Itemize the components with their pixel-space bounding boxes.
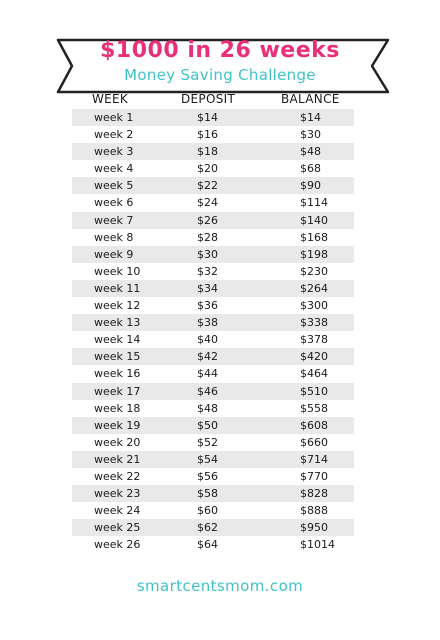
table-row [72,331,354,348]
table-row [72,229,354,246]
balance-cell: $48 [300,145,321,159]
balance-cell: $510 [300,384,328,398]
deposit-cell: $62 [197,521,218,535]
table-row [72,109,354,126]
balance-cell: $660 [300,435,328,449]
table-row [72,160,354,177]
deposit-cell: $32 [197,264,218,278]
week-cell: week 22 [94,469,141,483]
week-cell: week 16 [94,367,141,381]
week-cell: week 4 [94,162,134,176]
table-row [72,485,354,502]
table-header [0,92,440,110]
table-row [72,536,354,553]
table-row [72,434,354,451]
week-cell: week 15 [94,350,141,364]
table-row [72,212,354,229]
week-cell: week 7 [94,213,134,227]
deposit-cell: $48 [197,401,218,415]
balance-cell: $230 [300,264,328,278]
deposit-cell: $40 [197,333,218,347]
deposit-cell: $44 [197,367,218,381]
table-row [72,417,354,434]
balance-cell: $338 [300,316,328,330]
week-cell: week 14 [94,333,141,347]
deposit-cell: $36 [197,299,218,313]
column-header-deposit: DEPOSIT [181,92,236,106]
table-row [72,519,354,536]
table-row [72,383,354,400]
table-row [72,280,354,297]
title-banner [0,0,440,100]
deposit-cell: $54 [197,452,218,466]
column-header-balance: BALANCE [281,92,340,106]
balance-cell: $198 [300,247,328,261]
week-cell: week 12 [94,299,141,313]
week-cell: week 18 [94,401,141,415]
week-cell: week 9 [94,247,134,261]
week-cell: week 6 [94,196,134,210]
deposit-cell: $24 [197,196,218,210]
deposit-cell: $64 [197,538,218,552]
balance-cell: $30 [300,128,321,142]
deposit-cell: $60 [197,504,218,518]
balance-cell: $950 [300,521,328,535]
balance-cell: $300 [300,299,328,313]
table-row [72,246,354,263]
table-row [72,177,354,194]
week-cell: week 5 [94,179,134,193]
week-cell: week 3 [94,145,134,159]
balance-cell: $464 [300,367,328,381]
balance-cell: $378 [300,333,328,347]
week-cell: week 26 [94,538,141,552]
balance-cell: $14 [300,111,321,124]
deposit-cell: $20 [197,162,218,176]
table-row [72,365,354,382]
balance-cell: $90 [300,179,321,193]
week-cell: week 24 [94,504,141,518]
balance-cell: $608 [300,418,328,432]
balance-cell: $558 [300,401,328,415]
footer-site: smartcentsmom.com [136,577,304,595]
week-cell: week 2 [94,128,134,142]
balance-cell: $264 [300,281,328,295]
week-cell: week 11 [94,281,141,295]
balance-cell: $714 [300,452,328,466]
deposit-cell: $56 [197,469,218,483]
table-row [72,194,354,211]
week-cell: week 1 [94,111,134,124]
balance-cell: $420 [300,350,328,364]
balance-cell: $114 [300,196,328,210]
page-subtitle: Money Saving Challenge [124,66,316,84]
table-row [72,263,354,280]
table-row [72,400,354,417]
deposit-cell: $38 [197,316,218,330]
week-cell: week 23 [94,487,141,501]
week-cell: week 25 [94,521,141,535]
deposit-cell: $50 [197,418,218,432]
balance-cell: $888 [300,504,328,518]
deposit-cell: $42 [197,350,218,364]
table-row [72,297,354,314]
table-row [72,314,354,331]
week-cell: week 8 [94,230,134,244]
balance-cell: $68 [300,162,321,176]
table-row [72,143,354,160]
deposit-cell: $22 [197,179,218,193]
balance-cell: $770 [300,469,328,483]
week-cell: week 20 [94,435,141,449]
page-title: $1000 in 26 weeks [100,38,340,63]
balance-cell: $828 [300,487,328,501]
savings-table [0,109,440,553]
deposit-cell: $16 [197,128,218,142]
week-cell: week 13 [94,316,141,330]
balance-cell: $140 [300,213,328,227]
deposit-cell: $30 [197,247,218,261]
week-cell: week 10 [94,264,141,278]
deposit-cell: $34 [197,281,218,295]
table-row [72,502,354,519]
deposit-cell: $18 [197,145,218,159]
balance-cell: $168 [300,230,328,244]
deposit-cell: $26 [197,213,218,227]
deposit-cell: $52 [197,435,218,449]
week-cell: week 19 [94,418,141,432]
table-row [72,468,354,485]
table-row [72,348,354,365]
table-row [72,451,354,468]
deposit-cell: $58 [197,487,218,501]
deposit-cell: $14 [197,111,218,124]
table-row [72,126,354,143]
deposit-cell: $46 [197,384,218,398]
column-header-week: WEEK [92,92,129,106]
deposit-cell: $28 [197,230,218,244]
week-cell: week 21 [94,452,141,466]
week-cell: week 17 [94,384,141,398]
balance-cell: $1014 [300,538,335,552]
